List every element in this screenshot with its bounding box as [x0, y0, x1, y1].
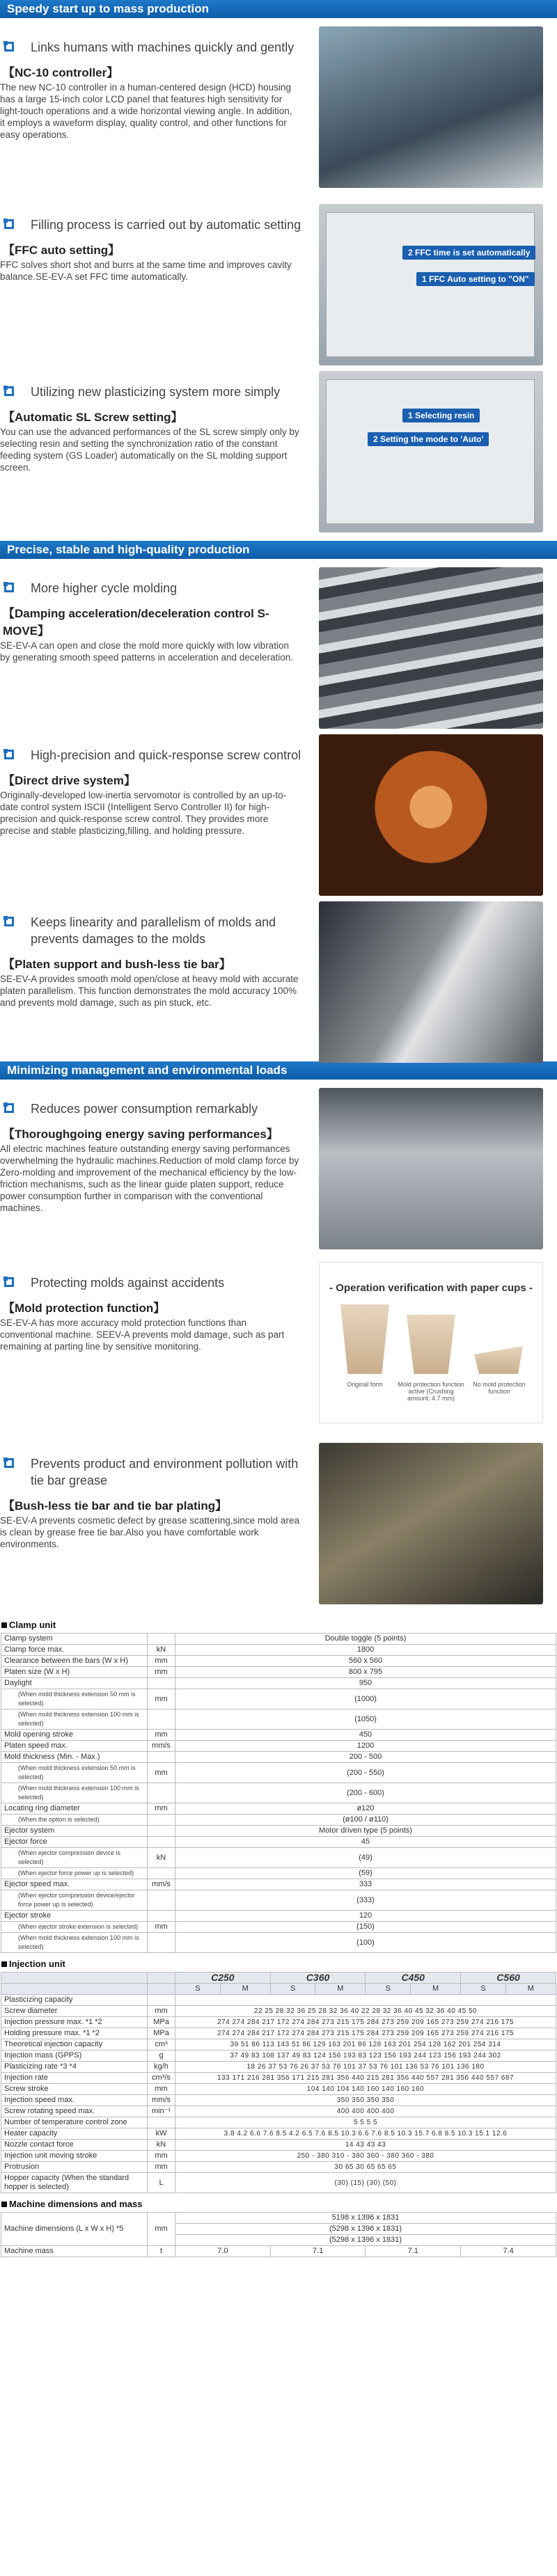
table-row: Platen speed max. mm/s 1200 — [1, 1741, 556, 1752]
table-row: Machine dimensions (L x W x H) *5 mm 5198 x 1396 x 1831 — [1, 2213, 556, 2224]
feature-body: SE-EV-A prevents cosmetic defect by grease scattering,since mold area is clean by grease free tie bar.Also you have comfortable work environments. — [0, 1515, 299, 1549]
table-row: Clamp force max. kN 1800 — [1, 1645, 556, 1656]
feature-subheading: 【Damping acceleration/deceleration control S-MOVE】 — [3, 607, 269, 638]
table-header: S M S M S M S M — [1, 1984, 556, 1995]
section-band-1: Speedy start up to mass production — [0, 0, 557, 18]
callout: 1 FFC Auto setting to "ON" — [416, 272, 535, 286]
table-row: (When mold thickness extension 100 mm is selected) (1050) — [1, 1709, 556, 1730]
feature-image — [319, 567, 543, 729]
cup-protected — [407, 1315, 455, 1374]
bullet-icon — [4, 1103, 14, 1113]
table-row: Injection rate cm³/s 133 171 216 281 356 171 215 281 356 440 215 281 356 440 557 281 356 440 557 687 — [1, 2073, 556, 2084]
machine-section-title: Machine dimensions and mass — [1, 2199, 557, 2209]
table-row: Holding pressure max. *1 *2 MPa 274 274 284 217 172 274 284 273 215 175 284 273 259 209 165 273 259 274 216 175 — [1, 2028, 556, 2039]
machine-table — [1, 2212, 556, 2257]
cup-crushed — [474, 1346, 523, 1374]
table-row: Nozzle contact force kN 14 43 43 43 — [1, 2140, 556, 2151]
feature-body: The new NC-10 controller in a human-centered design (HCD) housing has a large 15-inch color LCD panel that features high sensitivity for light-touch operations and a wide horizontal viewing angle. In addition, it employs a waveform display, quality control, and other functions for easy operations. — [0, 82, 292, 140]
bullet-icon — [4, 1277, 14, 1287]
table-row: Protrusion mm 30 65 30 65 65 65 — [1, 2162, 556, 2173]
feature-heading: More higher cycle molding — [31, 581, 178, 595]
table-row: Machine mass t 7.0 7.1 7.1 7.4 — [1, 2246, 556, 2257]
table-row: (When the option is selected) (ø100 / ø110) — [1, 1815, 556, 1826]
table-row: Plasticizing rate *3 *4 kg/h 18 26 37 53 76 26 37 53 76 101 37 53 76 101 136 53 76 101 136 180 — [1, 2062, 556, 2073]
cup-original — [340, 1304, 389, 1374]
table-row: Ejector system Motor driven type (5 points) — [1, 1826, 556, 1837]
feature-block — [0, 559, 557, 726]
bullet-icon — [4, 917, 14, 926]
table-row: Daylight 950 — [1, 1678, 556, 1689]
table-row: Screw diameter mm 22 25 28 32 36 25 28 32 36 40 22 28 32 36 40 45 32 36 40 45 50 — [1, 2006, 556, 2017]
bullet-icon — [4, 219, 14, 229]
feature-subheading: 【Thoroughgoing energy saving performances】 — [3, 1128, 278, 1141]
table-row: Injection speed max. mm/s 350 350 350 350 — [1, 2095, 556, 2106]
feature-heading: Utilizing new plasticizing system more simply — [31, 385, 281, 399]
table-row: Clamp system Double toggle (5 points) — [1, 1634, 556, 1645]
section-band-3: Minimizing management and environmental loads — [0, 1061, 557, 1080]
table-row: (When mold thickness extension 100 mm is selected) (200 - 600) — [1, 1783, 556, 1803]
feature-subheading: 【Mold protection function】 — [3, 1302, 166, 1315]
table-row: Injection mass (GPPS) g 37 49 83 108 137 49 83 124 156 193 83 123 156 193 244 123 156 193 244 302 — [1, 2050, 556, 2062]
bullet-icon — [4, 583, 14, 592]
feature-block — [0, 893, 557, 1061]
feature-body: All electric machines feature outstanding energy saving performances overwhelming the hydraulic machines.Reduction of mold clamp force by Zero-molding and improvement of the mechanical efficiency by the low-friction mechanisms, such as the linear guide platen support, reduce power consumption further in comparison with the conventional machines. — [0, 1144, 299, 1213]
table-row: Mold opening stroke mm 450 — [1, 1730, 556, 1741]
feature-image — [319, 204, 543, 365]
feature-block — [0, 363, 557, 541]
bullet-icon — [4, 750, 14, 759]
table-row: (5298 x 1396 x 1831) — [1, 2224, 556, 2235]
feature-image — [319, 1443, 543, 1604]
feature-image — [319, 734, 543, 896]
bullet-icon — [4, 386, 14, 396]
bullet-icon — [4, 1458, 14, 1468]
injection-section-title: Injection unit — [1, 1959, 557, 1969]
feature-block — [0, 726, 557, 893]
feature-subheading: 【NC-10 controller】 — [3, 66, 119, 79]
table-row: Number of temperature control zone 5 5 5 5 — [1, 2117, 556, 2128]
feature-image — [319, 901, 543, 1063]
feature-heading: Prevents product and environment pollution with tie bar grease — [31, 1457, 299, 1487]
feature-block — [0, 196, 557, 363]
caption: Mold protection function active (Crushing amount: 4.7 mm) — [398, 1381, 464, 1402]
feature-heading: Reduces power consumption remarkably — [31, 1102, 258, 1116]
feature-body: SE-EV-A has more accuracy mold protection functions than conventional machine. SEEV-A prevents mold damage, such as part remaining at parting line by sensitive monitoring. — [0, 1318, 285, 1352]
section-band-2: Precise, stable and high-quality production — [0, 541, 557, 559]
feature-heading: High-precision and quick-response screw control — [31, 748, 301, 762]
table-row: Heater capacity kW 3.8 4.2 6.6 7.6 8.5 4.2 6.5 7.6 8.5 10.3 6.6 7.6 8.5 10.3 15.7 6.8 8.5 10.3 15.1 12.6 — [1, 2128, 556, 2140]
table-row: (When mold thickness extension 100 mm is selected) (100) — [1, 1933, 556, 1953]
caption: No mold protection function — [473, 1381, 526, 1395]
feature-subheading: 【FFC auto setting】 — [3, 244, 120, 257]
feature-image — [319, 1262, 543, 1423]
feature-block — [0, 1254, 557, 1435]
feature-heading: Links humans with machines quickly and gently — [31, 40, 295, 54]
table-row: (When ejector compression device is selected) kN (49) — [1, 1848, 556, 1868]
clamp-table — [1, 1633, 556, 1953]
table-row: (When ejector force power up is selected) (59) — [1, 1868, 556, 1879]
feature-image — [319, 26, 543, 188]
callout: 2 FFC time is set automatically — [402, 246, 535, 260]
table-row: Plasticizing capacity — [1, 1995, 556, 2006]
table-row: Theoretical injection capacity cm³ 39 51 86 113 143 51 86 129 163 201 86 128 163 201 254 128 162 201 254 314 — [1, 2039, 556, 2050]
table-row: Clearance between the bars (W x H) mm 560 x 560 — [1, 1656, 556, 1667]
feature-subheading: 【Direct drive system】 — [3, 774, 136, 787]
table-row: (When mold thickness extension 50 mm is selected) mm (1000) — [1, 1689, 556, 1709]
clamp-section-title: Clamp unit — [1, 1620, 557, 1630]
table-row: (When ejector compression device/ejector force power up is selected) (333) — [1, 1890, 556, 1911]
table-row: Platen size (W x H) mm 800 x 795 — [1, 1667, 556, 1678]
feature-body: FFC solves short shot and burrs at the same time and improves cavity balance.SE-EV-A set FFC time automatically. — [0, 260, 292, 282]
feature-subheading: 【Platen support and bush-less tie bar】 — [3, 958, 231, 971]
feature-body: You can use the advanced performances of the SL screw simply only by selecting resin and setting the synchronization ratio of the constant feeding system (GS Loader) automatically on the SL molding support screen. — [0, 427, 299, 473]
feature-heading: Protecting molds against accidents — [31, 1276, 225, 1290]
injection-table — [1, 1972, 556, 2193]
controller-screen — [326, 379, 535, 524]
bullet-icon — [4, 42, 14, 52]
table-row: Ejector force 45 — [1, 1837, 556, 1848]
feature-block — [0, 1435, 557, 1614]
table-row: Ejector stroke 120 — [1, 1911, 556, 1922]
table-row: Injection pressure max. *1 *2 MPa 274 274 284 217 172 274 284 273 215 175 284 273 259 209 165 273 259 274 216 175 — [1, 2017, 556, 2028]
table-row: Screw rotating speed max. min⁻¹ 400 400 400 400 — [1, 2106, 556, 2117]
feature-subheading: 【Automatic SL Screw setting】 — [3, 411, 183, 424]
feature-image — [319, 1088, 543, 1249]
caption: Original form — [347, 1381, 383, 1388]
table-row: Screw stroke mm 104 140 104 140 160 140 160 160 — [1, 2084, 556, 2095]
feature-body: SE-EV-A provides smooth mold open/close at heavy mold with accurate platen parallelism. This function demonstrates the mold accuracy 100% and prevents mold damage, such as pin stuck, etc. — [0, 974, 299, 1008]
feature-subheading: 【Bush-less tie bar and tie bar plating】 — [3, 1499, 228, 1512]
feature-image — [319, 371, 543, 532]
table-header: C250 C360 C450 C560 — [1, 1973, 556, 1984]
table-row: Mold thickness (Min. - Max.) 200 - 500 — [1, 1752, 556, 1763]
feature-body: SE-EV-A can open and close the mold more quickly with low vibration by generating smooth speed patterns in acceleration and deceleration. — [0, 640, 294, 663]
table-row: (5298 x 1396 x 1831) — [1, 2235, 556, 2246]
feature-block — [0, 1080, 557, 1254]
table-row: Locating ring diameter mm ø120 — [1, 1803, 556, 1815]
feature-heading: Filling process is carried out by automatic setting — [31, 218, 301, 232]
feature-block — [0, 18, 557, 196]
table-row: Hopper capacity (When the standard hopper is selected) L (30) (15) (30) (50) — [1, 2173, 556, 2193]
callout: 2 Setting the mode to 'Auto' — [368, 432, 489, 446]
table-row: Ejector speed max. mm/s 333 — [1, 1879, 556, 1890]
feature-heading: Keeps linearity and parallelism of molds and prevents damages to the molds — [31, 915, 276, 946]
callout: 1 Selecting resin — [402, 409, 480, 422]
feature-body: Originally-developed low-inertia servomotor is controlled by an up-to-date control system ISCII (Intelligent Servo Controller II) for high-precision and quick-response screw control. They provides more precise and stable plasticizing,filling, and holding pressure. — [0, 790, 287, 836]
table-row: (When mold thickness extension 50 mm is selected) mm (200 - 550) — [1, 1763, 556, 1783]
table-row: (When ejector stroke extension is selected) mm (150) — [1, 1922, 556, 1933]
table-row: Injection unit moving stroke mm 250 - 380 310 - 380 360 - 380 360 - 380 — [1, 2151, 556, 2162]
cups-title: - Operation verification with paper cups - — [329, 1282, 533, 1294]
